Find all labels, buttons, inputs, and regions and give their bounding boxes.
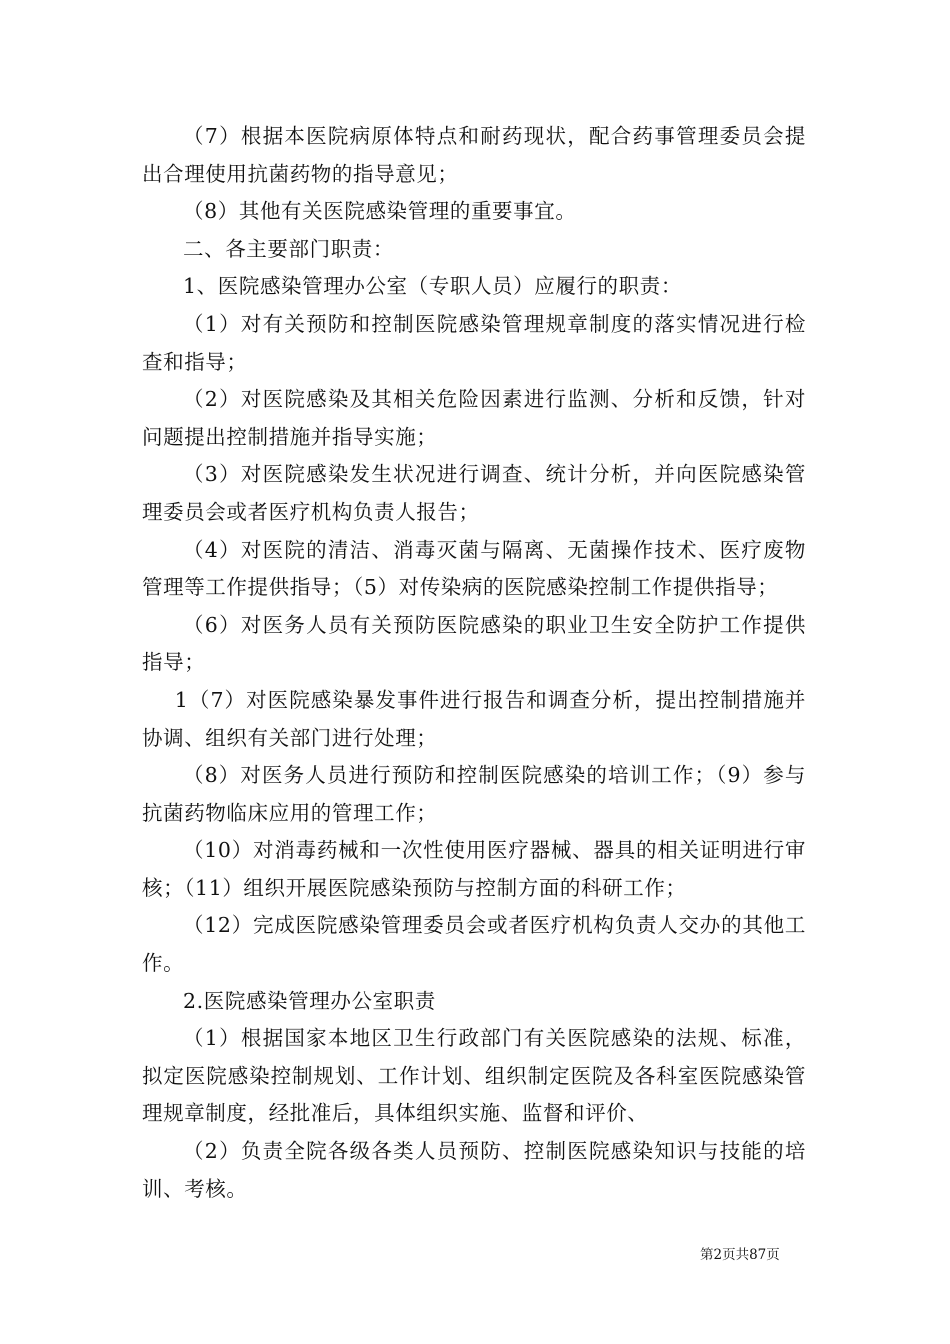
paragraph: （3）对医院感染发生状况进行调查、统计分析，并向医院感染管理委员会或者医疗机构负责人报告； <box>142 462 806 524</box>
subsection-heading: 2.医院感染管理办公室职责 <box>183 988 436 1013</box>
paragraph: （1）根据国家本地区卫生行政部门有关医院感染的法规、标准，拟定医院感染控制规划、工作计划、组织制定医院及各科室医院感染管理规章制度，经批准后，具体组织实施、监督和评价、 <box>142 1026 806 1126</box>
paragraph: （2）负责全院各级各类人员预防、控制医院感染知识与技能的培训、考核。 <box>142 1139 806 1201</box>
page-number: 第2页共87页 <box>700 1247 780 1263</box>
paragraph: （2）对医院感染及其相关危险因素进行监测、分析和反馈，针对问题提出控制措施并指导实施； <box>142 387 806 449</box>
paragraph: （8）对医务人员进行预防和控制医院感染的培训工作；（9）参与抗菌药物临床应用的管理工作； <box>142 763 806 825</box>
section-heading: 二、各主要部门职责： <box>183 236 394 261</box>
paragraph: 1（7）对医院感染暴发事件进行报告和调查分析，提出控制措施并协调、组织有关部门进行处理； <box>142 687 806 750</box>
paragraph: （1）对有关预防和控制医院感染管理规章制度的落实情况进行检查和指导； <box>142 311 806 374</box>
document-body <box>142 118 806 1208</box>
paragraph: （12）完成医院感染管理委员会或者医疗机构负责人交办的其他工作。 <box>142 913 806 976</box>
paragraph: （6）对医务人员有关预防医院感染的职业卫生安全防护工作提供指导； <box>142 612 806 675</box>
paragraph: （10）对消毒药械和一次性使用医疗器械、器具的相关证明进行审核；（11）组织开展医院感染预防与控制方面的科研工作； <box>142 838 806 900</box>
paragraph: （4）对医院的清洁、消毒灭菌与隔离、无菌操作技术、医疗废物管理等工作提供指导；（5）对传染病的医院感染控制工作提供指导； <box>142 537 806 600</box>
paragraph: （8）其他有关医院感染管理的重要事宜。 <box>183 199 577 224</box>
paragraph: （7）根据本医院病原体特点和耐药现状，配合药事管理委员会提出合理使用抗菌药物的指导意见； <box>142 124 806 186</box>
subsection-heading: 1、医院感染管理办公室（专职人员）应履行的职责： <box>183 274 682 299</box>
